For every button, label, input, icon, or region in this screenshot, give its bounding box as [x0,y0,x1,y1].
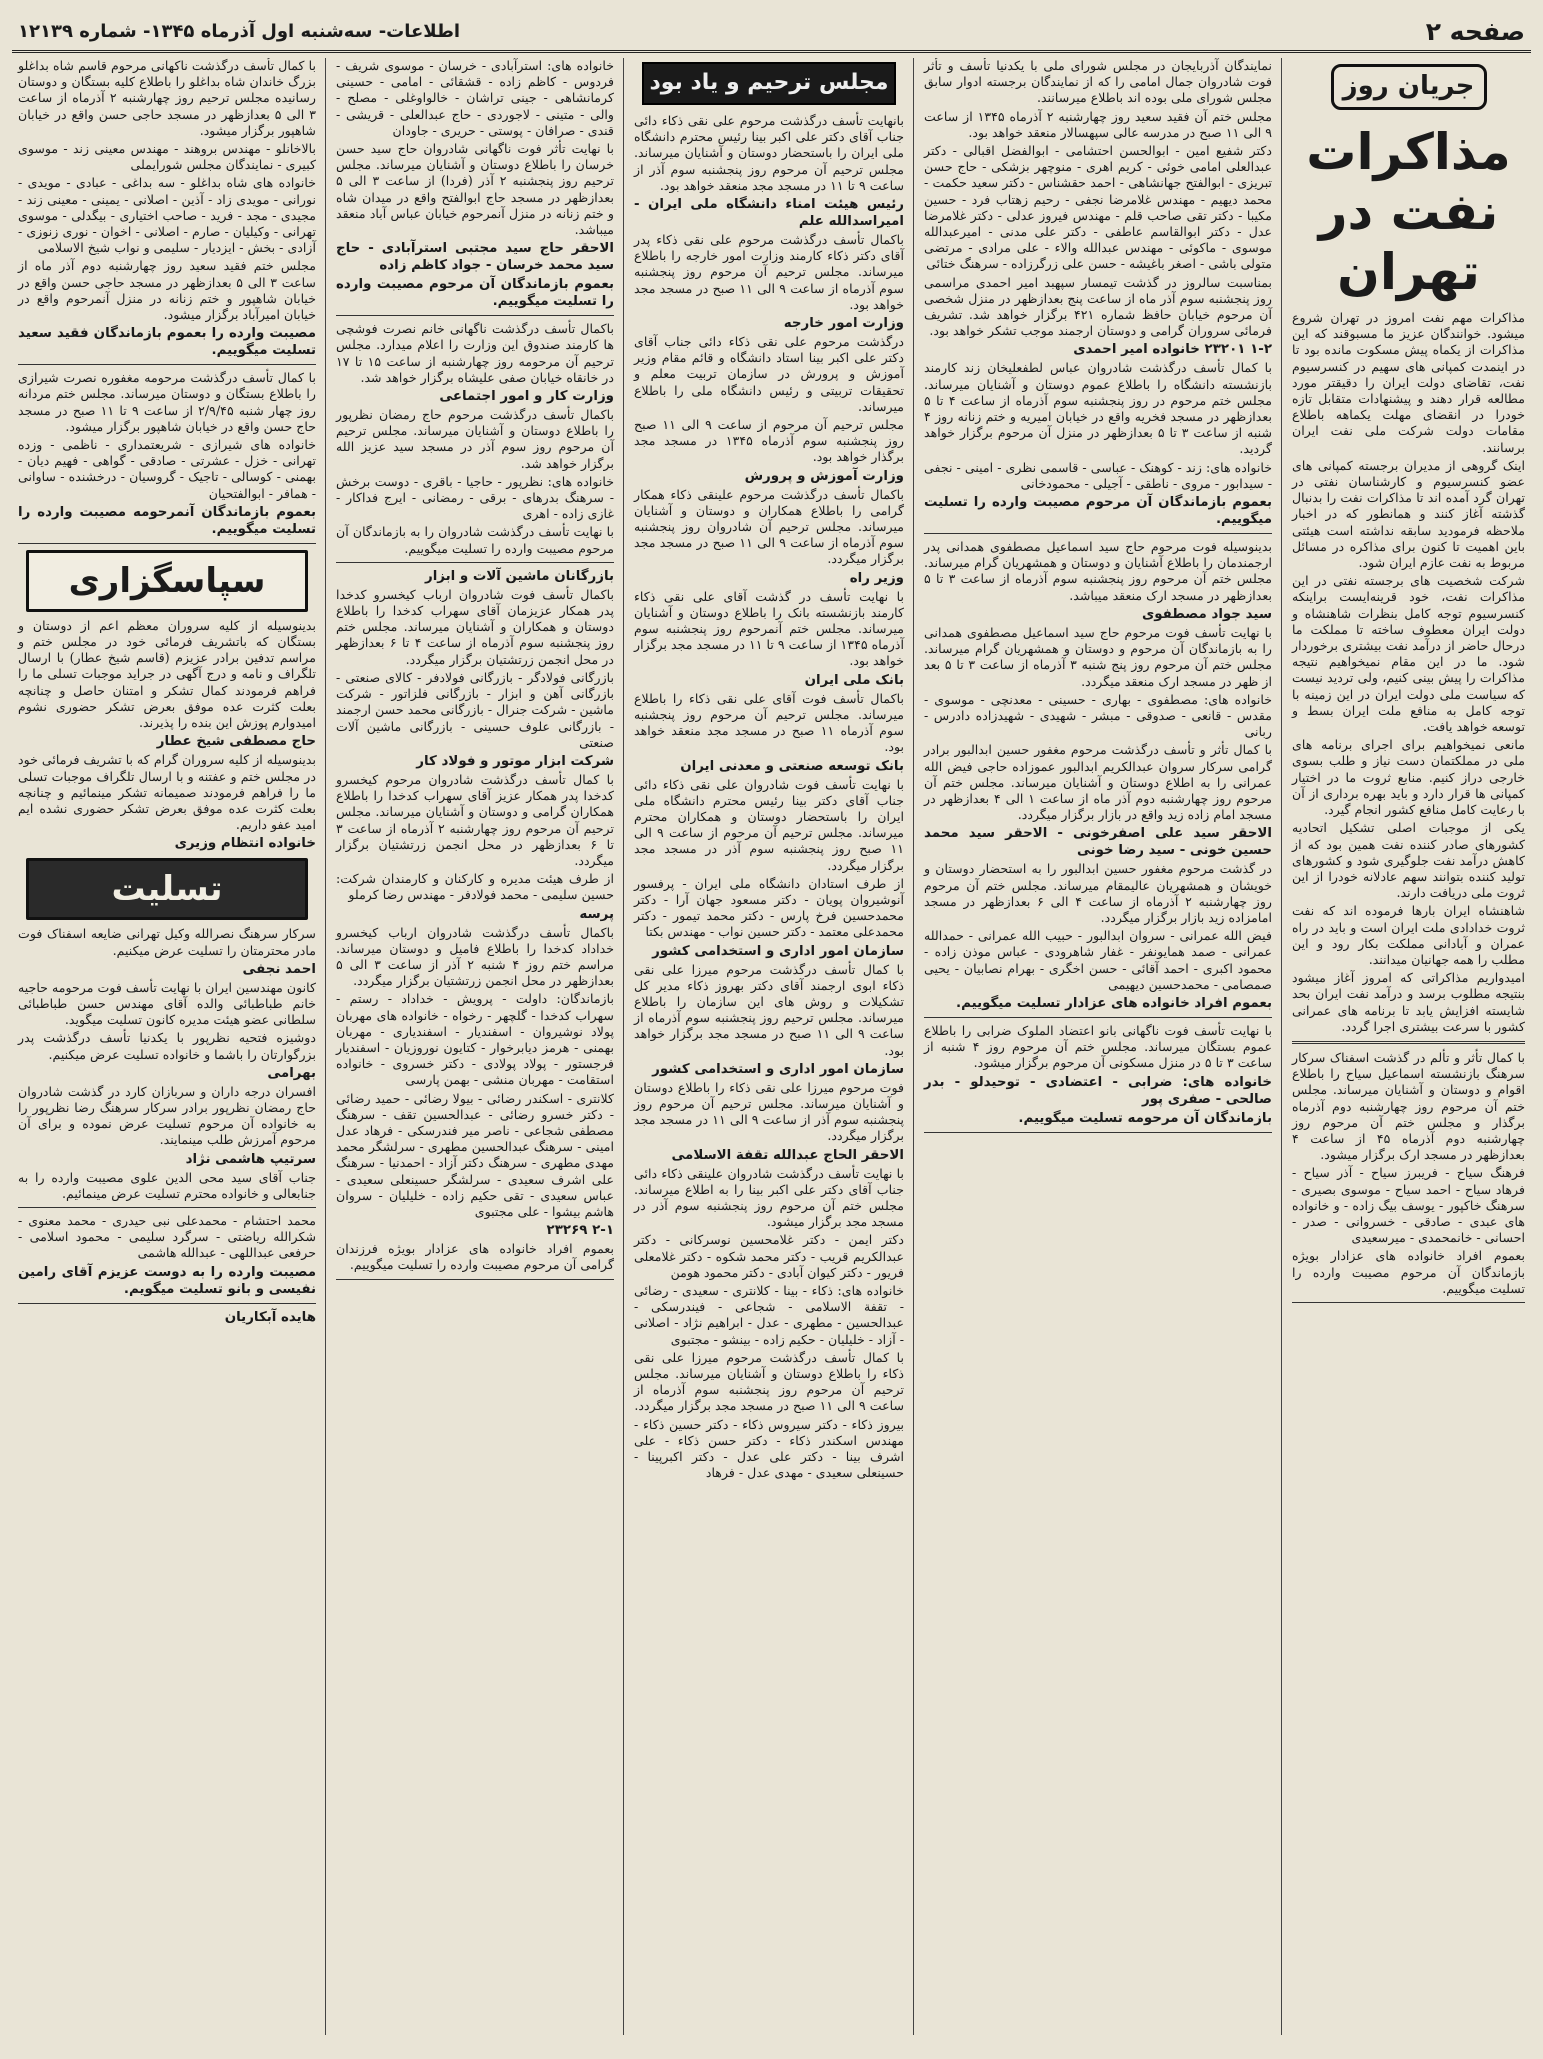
notice-paragraph: سرتیپ هاشمی نژاد [185,1151,316,1167]
column-rule [1281,58,1282,2035]
notice-paragraph: شرکت ابزار موتور و فولاد کار [416,753,614,769]
notice-paragraph: باکمال تأسف درگذشت مرحوم علینقی ذکاء همکار گرامی را باطلاع همکاران و دوستان و آشنایان میرساند. مجلس ترحیم آن شادروان روز پنجشنبه سوم آذرماه از ساعت ۹ الی ۱۱ صبح در مسجد مجد برگزار میگردد. [634,486,904,567]
notice-paragraph: ۲-۱ ۲۳۲۶۹ [546,1223,614,1239]
column-obituaries-a [918,58,1278,2035]
memorial-body [634,113,904,1481]
notice-paragraph: سازمان امور اداری و استخدامی کشور [652,1061,904,1077]
notice-paragraph: بعموم بازماندگان آن مرحوم مصیبت وارده را تسلیت میگوییم. [924,495,1272,528]
notice-paragraph: خانواده های: مصطفوی - بهاری - حسینی - معدنچی - موسوی - مقدس - قانعی - صدوقی - مبشر - شهیدی - شهیدزاده دادرس - ربانی [924,691,1272,740]
notice-paragraph: با کمال تأثر و تأسف درگذشت مرحوم مغفور حسین ابدالبور برادر گرامی سرکار سروان عبدالکریم ابدالبور عموزاده حاجی فیض الله عمرانی را به اطلاع دوستان و آشنایان میرساند. مجلس ختم آن مرحوم روز چهارشنبه دوم آذر ماه از ساعت ۱ الی ۴ بعدازظهر در مسجد امام زاده زید واقع در بازار برگزار میگردد. [924,742,1272,823]
notice-paragraph: وزارت آموزش و پرورش [744,468,904,484]
editorial-box-title: جریان روز [1331,64,1487,110]
notice-paragraph: در گذشت مرحوم مغفور حسین ابدالبور را به استحضار دوستان و خویشان و همشهریان عالیمقام میرساند. مجلس ختم آن مرحوم روز چهارشنبه ۲ آذرماه از ساعت ۴ الی ۶ بعدازظهر در مسجد امامزاده زید بازار برگزار میگردد. [924,861,1273,925]
notice-paragraph: الاحقر حاج سید مجتبی استرآبادی - حاج سید محمد خرسان - جواد کاظم زاده [336,241,614,274]
notice-paragraph: وزارت کار و امور اجتماعی [439,389,614,405]
thanks-panel-title: سپاسگزاری [26,550,308,612]
notice-paragraph: مجلس ختم آن فقید سعید روز چهارشنبه ۲ آذرماه ۱۳۴۵ از ساعت ۹ الی ۱۱ صبح در مدرسه عالی سپهسالار منعقد خواهد بود. [924,108,1272,140]
notice-paragraph: خانواده های: استرآبادی - خرسان - موسوی شریف - فردوس - کاظم زاده - قشقائی - امامی - حسینی کرمانشاهی - جینی تراشان - خالواوغلی - مصلح - والی - متینی - لاجوردی - حاج عبدالعلی - قریشی - قندی - صرافان - پوستی - حریری - جاودان [336,58,614,138]
notice-paragraph: خانواده های: نظرپور - حاجیا - باقری - دوست برخش - سرهنگ بدرهای - برقی - رمضانی - ایرج فداکار - غازی زاده - اهری [336,473,614,522]
notice-paragraph: با کمال تأثر و تألم در گذشت اسفناک سرکار سرهنگ بازنشسته اسماعیل سیاح را باطلاع اقوام و دوستان و آشنایان میرساند. مجلس ختم آن مرحوم روز چهارشنبه دوم آذرماه برگذار و مجلس ختم آن مرحوم روز چهارشنبه دوم آذرماه ۴۵ از ساعت ۴ بعدازظهر در مسجد ارک برگزار میشود. [1292,1049,1525,1163]
notice-paragraph: فیض الله عمرانی - سروان ابدالبور - حبیب الله عمرانی - حمدالله عمرانی - صمد همایونفر - غفار شاهرودی - عباس موذن زاده - محمود اکبری - احمد آقائی - حسن اخگری - بهرام نصابیان - یحیی صمصامی - محمدحسین دیهیمی [924,928,1272,992]
notice-paragraph: افسران درجه داران و سربازان کارد در گذشت شادروان حاج رمضان نظرپور برادر سرکار سرهنگ رضا نظرپور را به خانواده آن مرحوم تسلیت عرض نموده و برای آن مرحوم آمرزش طلب مینمایند. [18,1083,316,1148]
notice-paragraph: باکمال تأسف درگذشت شادروان ارباب کیخسرو خداداد کدخدا را باطلاع فامیل و دوستان میرساند. مراسم ختم روز ۴ شنبه ۲ آذر از ساعت ۳ الی ۵ بعدازظهر در محل انجمن زرتشتیان برگزار میگردد. [336,924,614,989]
notice-paragraph: ۱-۲ ۲۳۲۰۱ خانواده امیر احمدی [1073,342,1272,358]
notice-paragraph: با نهایت تأسف درگذشت شادروان را به بازماندگان آن مرحوم مصیبت وارده را تسلیت میگوییم. [336,524,614,556]
notice-paragraph: سید جواد مصطفوی [1141,606,1272,622]
condolences-top [18,58,316,544]
notice-paragraph: دکتر ایمن - دکتر غلامحسین نوسرکانی - دکتر عبدالکریم قریب - دکتر محمد شکوه - دکتر غلامعلی فریور - دکتر کیوان آبادی - دکتر محمود هومن [634,1232,904,1280]
notice-paragraph: محمد احتشام - محمدعلی نبی حیدری - محمد معنوی - شکرالله ریاضتی - سرگرد سلیمی - محمود اسلامی - حرفعی عبداللهی - عبدالله هاشمی [18,1212,316,1261]
notice-paragraph: بعموم افراد خانواده های عزادار تسلیت میگوییم. [956,995,1272,1011]
notice-paragraph: خانواده انتظام وزیری [174,836,316,852]
divider [336,315,614,316]
notice-paragraph: خانواده های شیرازی - شریعتمداری - ناظمی - وزده تهرانی - خزل - عشرتی - صادقی - گواهی - فهیم دیان - بهمنی - کوسالی - تاجیک - گروسیان - درخشنده - ساوانی - همافر - ابوالفتحیان [18,437,316,501]
notice-paragraph: بمناسبت سالروز در گذشت تیمسار سپهبد امیر احمدی مراسمی روز پنجشنبه سوم آذر ماه از ساعت پنج بعدازظهر در منزل شخصی آن مرحوم خیابان حافظ شماره ۴۲۱ برگزار خواهد شد. تشریف فرمائی سروران گرامی و دوستان ارجمند موجب تشکر خواهد بود. [924,274,1272,339]
column-editorial [1286,58,1531,2035]
divider [18,543,316,544]
notice-paragraph: بدینوسیله از کلیه سروران گرام که با تشریف فرمائی خود در مجلس ختم و عفتنه و با ارسال تلگراف موجبات تسلی ما را فراهم فرمودند صمیمانه تشکر مینمائیم و چنانچه بعلت کثرت عده موفق بعرض تشکر حضوری نشده ایم امید عفو داریم. [18,752,316,833]
notice-paragraph: بدینوسیله از کلیه سروران معظم اعم از دوستان و بستگان که باتشریف فرمائی خود در مجلس ختم و مراسم تدفین برادر عزیزم (قاسم شیخ عطار) با ارسال تلگراف و نامه و درج آگهی در جراید موجبات تسلی ما را فراهم فرمودند کمال تشکر و امتنان حاصل و چنانچه بعلت کثرت عده موفق بعرض تشکر حضوری نشوم امیدوارم پوزش این بنده را پذیرند. [18,617,316,731]
notice-paragraph: یکی از موجبات اصلی تشکیل اتحادیه کشورهای صادر کننده نفت همین بود که از کاهش درآمد نفت جلوگیری شود و کشورهای تولید کننده بتوانند سهم عادلانه خودرا از این ثروت ملی دریافت دارند. [1292,820,1525,901]
notice-paragraph: دکتر شفیع امین - ابوالحسن احتشامی - ابوالفضل اقبالی - دکتر عبدالعلی امامی خوئی - کریم اهری - منوچهر بزشکی - حاج حسن تبریزی - ابوالفتح جهانشاهی - احمد حقشناس - دکتر سعید حکمت - محمد دیهیم - مهندس غلامرضا نجفی - رحیم زهتاب فرد - حسین مکیبا - دکتر تقی صاحب قلم - مهندس فیروز عدلی - دکتر غلامرضا عدل - دکتر ابوالقاسم عاطفی - دکتر علی مدنی - امیرعبدالله موسوی - ماکوئی - مهندس عبدالله والاء - علی مرادی - مرتضی متولی باشی - اصغر باغیشه - حسن علی زرگرزاده - سرهنگ ختائی [924,143,1272,272]
notice-paragraph: با نهایت تأسف در گذشت آقای علی نقی ذکاء کارمند بازنشسته بانک را باطلاع دوستان و آشنایان میرساند. مجلس ختم آنمرحوم روز پنجشنبه سوم آذرماه ۱۳۴۵ از ساعت ۹ تا ۱۱ در مسجد مجد برگزار خواهد بود. [634,588,904,669]
notice-paragraph: بازماندگان: داولت - پرویش - خداداد - رستم - سهراب کدخدا - گلچهر - رخواه - خانواده های مهربان پولاد نوشیروان - اسفندیار - اسفندیاری - مهربان بهمنی - هرمز دیابرخوار - کتایون نوروزیان - اسفندیار فرجستور - پولاد پولادی - دکتر خسروی - خانواده استقامت - مهربان منشی - بهمن پارسی [336,991,614,1088]
divider [1292,1041,1525,1044]
notice-paragraph: سرکار سرهنگ نصرالله وکیل تهرانی ضایعه اسفناک فوت مادر محترمتان را تسلیت عرض میکنیم. [18,926,316,958]
notice-paragraph: بعموم افراد خانواده های عزادار بویژه فرزندان گرامی آن مرحوم مصیبت وارده را تسلیت میگوییم. [336,1241,614,1273]
notice-paragraph: شاهنشاه ایران بارها فرموده اند که نفت ثروت خدادادی ملت ایران است و باید در راه عمران و آبادانی مملکت بکار رود و این مطلب را همه جهانیان میدانند. [1292,903,1525,967]
notice-paragraph: با نهایت تأثر فوت ناگهانی شادروان حاج سید حسن خرسان را باطلاع دوستان و آشنایان میرساند. مجلس ترحیم روز پنجشنبه ۲ آذر (فردا) از ساعت ۳ الی ۵ بعدازظهر در مسجد حاج ابوالفتح واقع در میدان شاه و ختم زنانه در منزل آنمرحوم خیابان عباس آباد منعقد میباشد. [336,141,615,238]
divider [924,1132,1272,1133]
condolence-body [18,926,316,1325]
notice-paragraph: شرکت شخصیت های برجسته نفتی در این مذاکرات نفت، خود قرینه‌ایست براینکه کنسرسیوم توجه کامل بنظرات شاهنشاه و دولت ایران معطوف ساخته تا مملکت ما درحال حاضر از درآمد نفت بیشتری برخوردار شود. ما در این مقام نمیخواهیم نتیجه مذاکرات را پیش بینی کنیم، ولی تردید نیست که سیاست ملی دولت ایران در این زمینه با توجه کامل به منافع ملت ایران بسط و توسعه خواهد یافت. [1292,573,1525,735]
notice-paragraph: مجلس ترحیم آن مرحوم از ساعت ۹ الی ۱۱ صبح روز پنجشنبه سوم آذرماه ۱۳۴۵ در مسجد مجد برگذار خواهد بود. [634,417,904,465]
notice-paragraph: با کمال تأسف درگذشت مرحوم میرزا علی نقی ذکاء را باطلاع دوستان و آشنایان میرساند. مجلس ترحیم آن مرحوم روز پنجشنبه سوم آذرماه از ساعت ۹ الی ۱۱ صبح در مسجد مجد برگزار میگردد. [634,1349,904,1414]
notice-paragraph: بالاخانلو - مهندس بروهند - مهندس معینی زند - موسوی کبیری - نمایندگان مجلس شورایملی [18,141,316,173]
notice-paragraph: باکمال تأسف فوت شادروان ارباب کیخسرو کدخدا پدر همکار عزیزمان آقای سهراب کدخدا را باطلاع دوستان و همکاران و آشنایان میرساند. مجلس ختم روز پنجشنبه سوم آذرماه از ساعت ۴ تا ۶ بعدازظهر در محل انجمن زرتشتیان برگزار میگردد. [336,586,614,667]
editorial-body [1292,310,1525,1035]
notice-paragraph: باکمال تأسف فوت آقای علی نقی ذکاء را باطلاع میرساند. مجلس ترحیم آن مرحوم روز پنجشنبه سوم آذرماه ۱۱ صبح در مسجد مجد منعقد خواهد بود. [634,690,904,755]
notice-paragraph: خانواده های: ضرابی - اعتضادی - توحیدلو - بدر صالحی - صفری پور [924,1074,1272,1107]
page-number: صفحه ۲ [1425,16,1525,46]
notice-paragraph: مجلس ختم فقید سعید روز چهارشنبه دوم آذر ماه از ساعت ۳ الی ۵ بعدازظهر در مسجد حاجی حسن واقع در خیابان شاهپور و ختم زنانه در منزل آنمرحوم واقع در خیابان امیرآباد برگزار میشود. [18,258,316,323]
notice-paragraph: باکمال تأسف درگذشت مرحوم علی نقی ذکاء پدر آقای دکتر ذکاء کارمند وزارت امور خارجه را باطلاع میرساند. مجلس ترحیم آن مرحوم روز پنجشنبه سوم آذرماه از ساعت ۹ الی ۱۱ صبح در مسجد مجد خواهد بود. [634,232,904,312]
notice-paragraph: با نهایت تأسف فوت ناگهانی بانو اعتضاد الملوک ضرابی را باطلاع عموم بستگان میرساند. مجلس ختم آن مرحوم روز ۴ شنبه از ساعت ۳ تا ۵ در منزل مسکونی آن مرحوم برگزار میشود. [924,1022,1272,1071]
notice-paragraph: مصیبت وارده را به دوست عزیزم آقای رامین نفیسی و بانو تسلیت میگویم. [18,1264,316,1297]
notice-paragraph: خانواده های: زند - کوهنک - عباسی - قاسمی نظری - امینی - نجفی - سیدابور - مروی - ناطقی - آجیلی - محمودخانی [924,459,1272,491]
memorial-section-title: مجلس ترحیم و یاد بود [642,62,896,105]
notice-paragraph: باکمال تأسف درگذشت مرحوم حاج رمضان نظرپور را باطلاع دوستان و آشنایان میرساند. مجلس ترحیم آن مرحوم روز سوم آذر در مسجد سید عزیز الله برگزار خواهد شد. [336,407,614,471]
columns [12,58,1531,2035]
notice-paragraph: دوشیزه فتحیه نظرپور با یکدنیا تأسف درگذشت پدر بزرگوارتان را باشما و خانواده تسلیت عرض میکنیم. [18,1030,316,1062]
notice-paragraph: باکمال تأسف درگذشت ناگهانی خانم نصرت فوشچی ها کارمند صندوق این وزارت را اعلام میدارد. مجلس ترحیم آن مرحومه روز چهارشنبه از ساعت ۱۵ تا ۱۷ در خانقاه خیابان صفی علیشاه برگزار خواهد شد. [336,321,614,385]
column-obituaries-b [330,58,620,2035]
notice-paragraph: بعموم افراد خانواده های عزادار بویژه بازماندگان آن مرحوم مصیبت وارده را تسلیت میگوییم. [1292,1248,1525,1296]
notice-paragraph: خانواده های شاه بداغلو - سه بداغی - عبادی - مویدی - نورانی - مویدی زاد - آذین - اصلانی - یمینی - معینی زند - مجیدی - مجد - فرید - صاحب اختیاری - بیگدلی - موسوی تهرانی - وکیلیان - صارم - اصلانی - اخوان - نوری زنوزی - آزادی - بخش - ایزدیار - سلیمی و نواب شیخ الاسلامی [18,175,316,256]
notice-paragraph: احمد نجفی [242,961,316,977]
notice-paragraph: با کمال تأسف درگذشت ناکهانی مرحوم قاسم شاه بداغلو بزرگ خاندان شاه بداغلو را باطلاع کلیه بستگان و دوستان رسانیده مجلس ترحیم روز چهارشنبه ۲ آذرماه از ساعت ۳ الی ۵ بعدازظهر در مسجد حاجی حسن واقع در خیابان شاهپور برگزار میشود. [18,58,317,138]
column-rule [913,58,914,2035]
divider [924,533,1272,534]
notice-paragraph: امیدواریم مذاکراتی که امروز آغاز میشود بنتیجه مطلوب برسد و درآمد نفت ایران بحد شایسته افزایش یابد تا برنامه های عمرانی کشور با سرعت بیشتری اجرا گردد. [1292,970,1525,1034]
issue-info: اطلاعات- سه‌شنبه اول آذرماه ۱۳۴۵- شماره ۱۲۱۳۹ [18,20,461,42]
notice-paragraph: با نهایت تأسف درگذشت شادروان علینقی ذکاء دائی جناب آقای دکتر علی اکبر بینا را به اطلاع میرساند. مجلس ختم آن مرحوم روز پنجشنبه سوم آذر در مسجد مجد برگزار میشود. [634,1165,904,1230]
notice-paragraph: با نهایت تأسف فوت شادروان علی نقی ذکاء دائی جناب آقای دکتر بینا رئیس محترم دانشگاه ملی ایران را باستحضار دوستان و همکاران محترم میرساند. مجلس ترحیم آن مرحوم از ساعت ۹ الی ۱۱ صبح روز پنجشنبه سوم آذر در مسجد مجد برگزار میگردد. [634,776,904,873]
notice-paragraph: بعموم بازماندگان آن مرحوم مصیبت وارده را تسلیت میگوییم. [336,277,614,310]
notice-paragraph: جناب آقای سید محی الدین علوی مصیبت وارده را به جنابعالی و خانواده محترم تسلیت عرض مینمائیم. [18,1169,316,1201]
notice-paragraph: بعموم بازماندگان آنمرحومه مصیبت وارده را تسلیت میگوییم. [18,504,316,537]
notice-paragraph: رئیس هیئت امناء دانشگاه ملی ایران - امیراسدالله علم [634,197,904,230]
notice-paragraph: وزارت امور خارجه [783,316,904,332]
notice-paragraph: هایده آبکاریان [224,1309,316,1325]
notice-paragraph: از طرف هیئت مدیره و کارکنان و کارمندان شرکت: حسین سلیمی - محمد فولادفر - مهندس رضا کرملو [336,871,614,903]
divider [336,562,614,563]
notice-paragraph: با کمال تأسف درگذشت شادروان عباس لطفعلیخان زند کارمند بازنشسته دانشگاه را باطلاع عموم دوستان و آشنایان میرساند. مجلس ختم مرحوم در روز پنجشنبه سوم آذرماه از ساعت ۴ تا ۵ بعدازظهر در مسجد فخریه واقع در خیابان امیریه و ختم زنانه روز ۴ شنبه از ساعت ۳ تا ۵ بعدازظهر در منزل آن مرحوم برگزار خواهد گردید. [924,360,1272,457]
notice-paragraph: بانک توسعه صنعتی و معدنی ایران [680,758,904,774]
notice-paragraph: نمایندگان آذربایجان در مجلس شورای ملی با یکدنیا تأسف و تأثر فوت شادروان جمال امامی را که از نمایندگان برجسته ادوار سابق مجلس شورای ملی بوده اند باطلاع میرسانند. [924,58,1272,106]
notice-paragraph: کانون مهندسین ایران با نهایت تأسف فوت مرحومه حاجیه خانم طباطبائی والده آقای مهندس حسن طباطبائی سلطانی عضو هیئت مدیره کانون تسلیت میگوید. [18,979,316,1028]
notice-paragraph: بازرگانی فولادگر - بازرگانی فولادفر - کالای صنعتی - بازرگانی آهن و ابزار - بازرگانی فلزاتور - شرکت ماشین - شرکت جنرال - بازرگانی محمد حسن ارجمند - بازرگانی علوف حسینی - بازرگانی ماشین آلات صنعتی [336,669,614,750]
notice-paragraph: با نهایت تأسف فوت مرحوم حاج سید اسماعیل مصطفوی همدانی را به بازماندگان آن مرحوم و دوستان و همشهریان گرام میرساند. مجلس ختم آن مرحوم روز پنج شنبه ۳ آذرماه از ساعت ۳ تا ۵ بعد از ظهر در مسجد ارک منعقد میگردد. [924,624,1272,689]
notice-paragraph: خانواده های: ذکاء - بینا - کلانتری - سعیدی - رضائی - تقفة الاسلامی - شجاعی - فیندرسکی - عبدالحسین - مطهری - عدل - ابراهیم نژاد - اصلانی - آزاد - خلیلیان - حکیم زاده - بینشو - مجتبوی [634,1282,904,1347]
obituary-lower [1292,1050,1525,1303]
column-rule [325,58,326,2035]
notice-paragraph: الاحقر سید علی اصفرخونی - الاحقر سید محمد حسین خونی - سید رضا خونی [924,826,1272,859]
notice-paragraph: اینک گروهی از مدیران برجسته کمپانی های عضو کنسرسیوم و کارشناسان نفتی در تهران گرد آمده اند تا مذاکرات نفت را بدنبال گذشته آغاز کنند و همانطور که در اخبار ملاحظه فرمودید سابقه نداشته است هیئتی باین اهمیت تا کنون برای مذاکره در مسائل مربوط به نفت عازم ایران شود. [1292,457,1525,571]
notice-paragraph: فرهنگ سیاح - فریبرز سیاح - آذر سیاح - فرهاد سیاح - احمد سیاح - موسوی بصیری - سرهنگ خاکپور - یوسف بیگ زاده - و خانواده های عبدی - صادقی - خسروانی - صدر - احسانی - خانمحمدی - میرسعیدی [1292,1165,1525,1246]
notice-paragraph: مانعی نمیخواهیم برای اجرای برنامه های ملی در مملکتمان دست نیاز و طلب بسوی خارجی دراز کنیم. منابع ثروت ما در اختیار کمپانی ها قرار دارد و باید بهره برداری از آن با رعایت کامل منافع کشور انجام گیرد. [1292,737,1525,818]
condolence-panel-title: تسلیت [26,858,308,920]
thanks-body [18,618,316,852]
notice-paragraph: درگذشت مرحوم علی نقی ذکاء دائی جناب آقای دکتر علی اکبر بینا استاد دانشگاه و قائم مقام وزیر آموزش و پرورش در سازمان تربیت معلم و تحقیقات تربیتی و رئیس دانشگاه ملی را باطلاع میرساند. [634,334,904,414]
notice-paragraph: مذاکرات مهم نفت امروز در تهران شروع میشود. خوانندگان عزیز ما مسبوقند که این مذاکرات از یکماه پیش مسکوت مانده بود تا در اینمدت کمپانی های سهیم در کنسرسیوم نفت، تقاضای دولت ایران را دقیقتر مورد مطالعه قرار دهند و پیشنهادات متقابل تازه خودرا در انقضای مهلت یکماهه باطلاع مقامات دولت شرکت ملی نفت ایران برسانند. [1292,310,1525,455]
notice-paragraph: بیروز ذکاء - دکتر سیروس ذکاء - دکتر حسین ذکاء - مهندس اسکندر ذکاء - دکتر حسن ذکاء - علی اشرف بینا - دکتر علی عدل - دکتر اکبرپینا - حسینعلی سعیدی - مهدی عدل - فرهاد [634,1416,904,1481]
editorial-headline: مذاکرات نفت در تهران [1306,123,1511,301]
column-rule [623,58,624,2035]
notice-paragraph: بازرگانان ماشین آلات و ابزار [424,568,614,584]
notice-paragraph: از طرف استادان دانشگاه ملی ایران - پرفسور آنوشیروان پویان - دکتر مسعود جهان آرا - دکتر محمدحسین فرخ پارس - دکتر محمد تیمور - دکتر محمدعلی معتمد - دکتر حسین نواب - مهندس بکتا [634,875,904,940]
divider [1292,1302,1525,1303]
notice-paragraph: کلانتری - اسکندر رضائی - بیولا رضائی - حمید رضائی - دکتر خسرو رضائی - عبدالحسین تقف - سرهنگ مصطفی شجاعی - ناصر میر فندرسکی - فرهاد عدل امینی - سرهنگ عبدالحسین مطهری - سرلشگر محمد مهدی مطهری - سرهنگ دکتر آزاد - احمدنیا - سرهنگ علی اشرف سعیدی - سرلشگر حسینعلی سعیدی - عباس سعیدی - تقی حکیم زاده - خلیلیان - سروان هاشم بیشوا - علی مجتبوی [336,1090,614,1219]
column-condolences [12,58,322,2035]
newspaper-page [12,12,1531,2035]
notice-paragraph: الاحقر الحاج عبدالله تقفة الاسلامی [671,1147,904,1163]
divider [924,1017,1272,1018]
notice-paragraph: فوت مرحوم میرزا علی نقی ذکاء را باطلاع دوستان و آشنایان میرساند. مجلس ترحیم آن مرحوم روز پنجشنبه سوم آذر از ساعت ۹ الی ۱۱ در مسجد مجد برگزار میگردد. [634,1079,905,1144]
notice-paragraph: پرسه [579,906,614,922]
notice-paragraph: بانهایت تأسف درگذشت مرحوم علی نقی ذکاء دائی جناب آقای دکتر علی اکبر بینا رئیس محترم دانشگاه ملی ایران را باستحضار دوستان و آشنایان میرساند. مجلس ترحیم آن مرحوم روز پنجشنبه سوم آذر از ساعت ۹ تا ۱۱ در مسجد مجد منعقد خواهد بود. [634,113,904,193]
notice-paragraph: بانک ملی ایران [804,672,904,688]
notice-paragraph: بهرامی [267,1065,316,1081]
notice-paragraph: وزیر راه [849,570,904,586]
notice-paragraph: حاج مصطفی شیخ عطار [156,734,316,750]
masthead [12,12,1531,53]
notice-paragraph: بدینوسیله فوت مرحوم حاج سید اسماعیل مصطفوی همدانی پدر ارجمندمان را باطلاع آشنایان و دوستان و همشهریان گرام میرساند. مجلس ختم آن مرحوم روز پنجشنبه سوم آذرماه از ساعت ۳ تا ۵ بعدازظهر در مسجد ارک منعقد میباشد. [924,539,1272,603]
notice-paragraph: مصیبت وارده را بعموم بازماندگان فقید سعید تسلیت میگوییم. [18,326,316,359]
notice-paragraph: با کمال تأسف درگذشت مرحومه مغفوره نصرت شیرازی را باطلاع بستگان و دوستان میرساند. مجلس ختم مردانه روز چهار شنبه ۲/۹/۴۵ از ساعت ۹ تا ۱۱ صبح در مسجد حاج حسن واقع در خیابان شاهپور برگزار میشود. [18,370,316,434]
notice-paragraph: سازمان امور اداری و استخدامی کشور [652,943,904,959]
notice-paragraph: با کمال تأسف درگذشت شادروان مرحوم کیخسرو کدخدا پدر همکار عزیز آقای سهراب کدخدا را باطلاع همکاران گرامی و دوستان و آشنایان میرساند. مجلس ترحیم آن مرحوم روز چهارشنبه ۲ آذرماه از ساعت ۳ تا ۶ بعدازظهر در محل انجمن زرتشتیان برگزار میگردد. [336,771,614,868]
divider [18,1207,316,1208]
notice-paragraph: بازماندگان آن مرحومه تسلیت میگوییم. [1018,1110,1272,1126]
divider [336,1279,614,1280]
column-memorials [628,58,910,2035]
divider [18,1303,316,1304]
divider [18,364,316,365]
notice-paragraph: با کمال تأسف درگذشت مرحوم میرزا علی نقی ذکاء ابوی ارجمند آقای دکتر بهروز ذکاء مدیر کل تشکیلات و روش های این سازمان را باطلاع میرساند. مجلس ترحیم روز پنجشنبه سوم آذرماه از ساعت ۹ الی ۱۱ صبح در مسجد مجد برگزار خواهد بود. [634,961,904,1058]
